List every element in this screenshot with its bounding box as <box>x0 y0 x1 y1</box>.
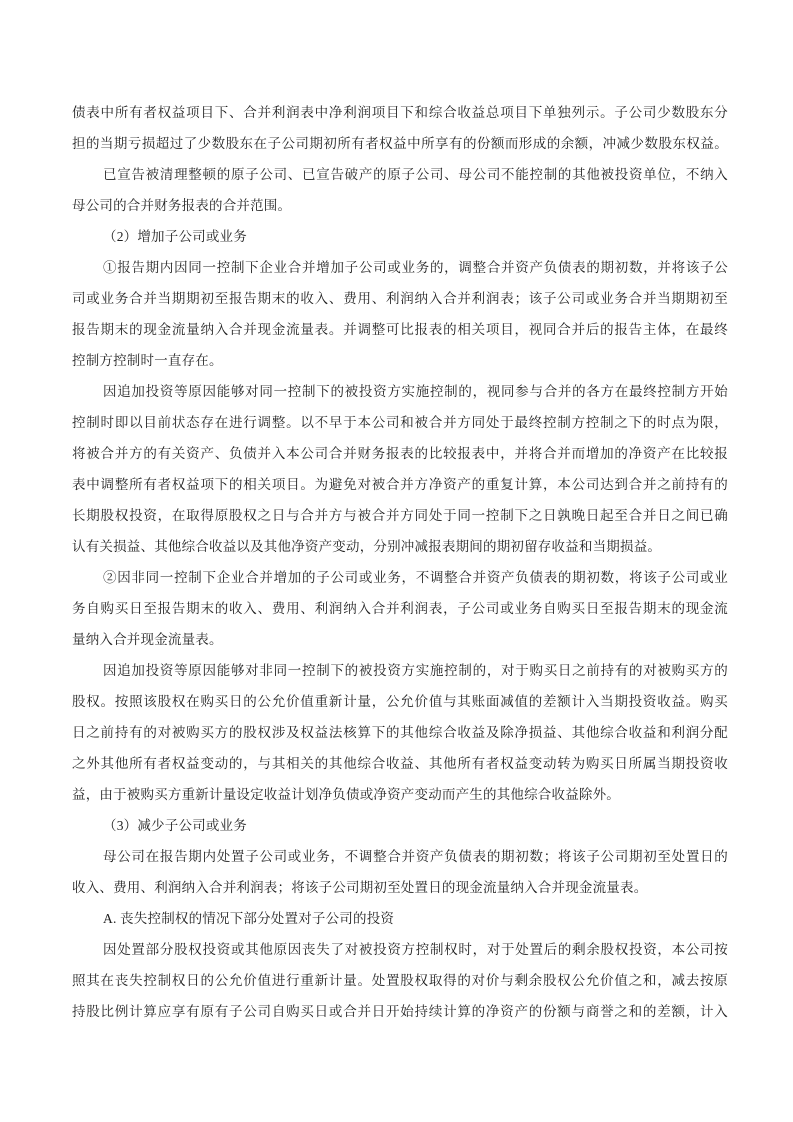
text-line: 之外其他所有者权益变动的，与其相关的其他综合收益、其他所有者权益变动转为购买日所属当期投资收 <box>72 756 728 771</box>
text-line: 债表中所有者权益项目下、合并利润表中净利润项目下和综合收益总项目下单独列示。子公司少数股东分 <box>72 105 728 120</box>
text-line: 股权。按照该股权在购买日的公允价值重新计量，公允价值与其账面减值的差额计入当期投资收益。购买 <box>72 694 728 709</box>
text-line: 照其在丧失控制权日的公允价值进行重新计量。处置股权取得的对价与剩余股权公允价值之和，减去按原 <box>72 973 728 988</box>
paragraph <box>72 376 728 562</box>
text-line: 司或业务合并当期期初至报告期末的收入、费用、利润纳入合并利润表；该子公司或业务合并当期期初至 <box>72 291 728 306</box>
text-line: 益，由于被购买方重新计量设定收益计划净负债或净资产变动而产生的其他综合收益除外。 <box>72 787 620 802</box>
text-line: 长期股权投资，在取得原股权之日与合并方与被合并方同处于同一控制下之日孰晚日起至合并日之间已确 <box>72 508 728 523</box>
text-line: 收入、费用、利润纳入合并利润表；将该子公司期初至处置日的现金流量纳入合并现金流量表。 <box>72 880 648 895</box>
text-line: 已宣告被清理整顿的原子公司、已宣告破产的原子公司、母公司不能控制的其他被投资单位，不纳入 <box>103 167 728 182</box>
body-text <box>72 97 728 1027</box>
text-line: 日之前持有的对被购买方的股权涉及权益法核算下的其他综合收益及除净损益、其他综合收益和利润分配 <box>72 725 728 740</box>
text-line: 因追加投资等原因能够对非同一控制下的被投资方实施控制的，对于购买日之前持有的对被购买方的 <box>103 663 728 678</box>
section-heading: （3）减少子公司或业务 <box>103 818 247 833</box>
text-line: 母公司在报告期内处置子公司或业务，不调整合并资产负债表的期初数；将该子公司期初至处置日的 <box>103 849 728 864</box>
text-line: 控制方控制时一直存在。 <box>72 353 223 368</box>
text-line: 认有关损益、其他综合收益以及其他净资产变动，分别冲减报表期间的期初留存收益和当期损益。 <box>72 539 662 554</box>
text-line: 因处置部分股权投资或其他原因丧失了对被投资方控制权时，对于处置后的剩余股权投资，本公司按 <box>103 942 728 957</box>
paragraph <box>72 934 728 1027</box>
paragraph <box>72 903 728 934</box>
paragraph <box>72 841 728 903</box>
paragraph <box>72 159 728 221</box>
paragraph <box>72 97 728 159</box>
paragraph <box>72 252 728 376</box>
text-line: 报告期末的现金流量纳入合并现金流量表。并调整可比报表的相关项目，视同合并后的报告主体，在最终 <box>72 322 728 337</box>
text-line: 表中调整所有者权益项下的相关项目。为避免对被合并方净资产的重复计算，本公司达到合并之前持有的 <box>72 477 728 492</box>
text-line: ②因非同一控制下企业合并增加的子公司或业务，不调整合并资产负债表的期初数，将该子公司或业 <box>103 570 728 585</box>
paragraph <box>72 562 728 655</box>
text-line: 将被合并方的有关资产、负债并入本公司合并财务报表的比较报表中，并将合并而增加的净资产在比较报 <box>72 446 728 461</box>
text-line: ①报告期内因同一控制下企业合并增加子公司或业务的，调整合并资产负债表的期初数，并将该子公 <box>103 260 728 275</box>
text-line: 担的当期亏损超过了少数股东在子公司期初所有者权益中所享有的份额而形成的余额，冲减少数股东权益。 <box>72 136 728 151</box>
paragraph <box>72 810 728 841</box>
text-line: 量纳入合并现金流量表。 <box>72 632 223 647</box>
text-line: 务自购买日至报告期末的收入、费用、利润纳入合并利润表，子公司或业务自购买日至报告期末的现金流 <box>72 601 728 616</box>
paragraph <box>72 221 728 252</box>
text-line: 母公司的合并财务报表的合并范围。 <box>72 198 292 213</box>
text-line: 因追加投资等原因能够对同一控制下的被投资方实施控制的，视同参与合并的各方在最终控制方开始 <box>103 384 728 399</box>
text-line: 持股比例计算应享有原有子公司自购买日或合并日开始持续计算的净资产的份额与商誉之和的差额，计入 <box>72 1004 728 1019</box>
paragraph <box>72 655 728 810</box>
text-line: 控制时即以目前状态存在进行调整。以不早于本公司和被合并方同处于最终控制方控制之下的时点为限， <box>72 415 728 430</box>
section-heading: A. 丧失控制权的情况下部分处置对子公司的投资 <box>103 911 395 926</box>
section-heading: （2）增加子公司或业务 <box>103 229 247 244</box>
